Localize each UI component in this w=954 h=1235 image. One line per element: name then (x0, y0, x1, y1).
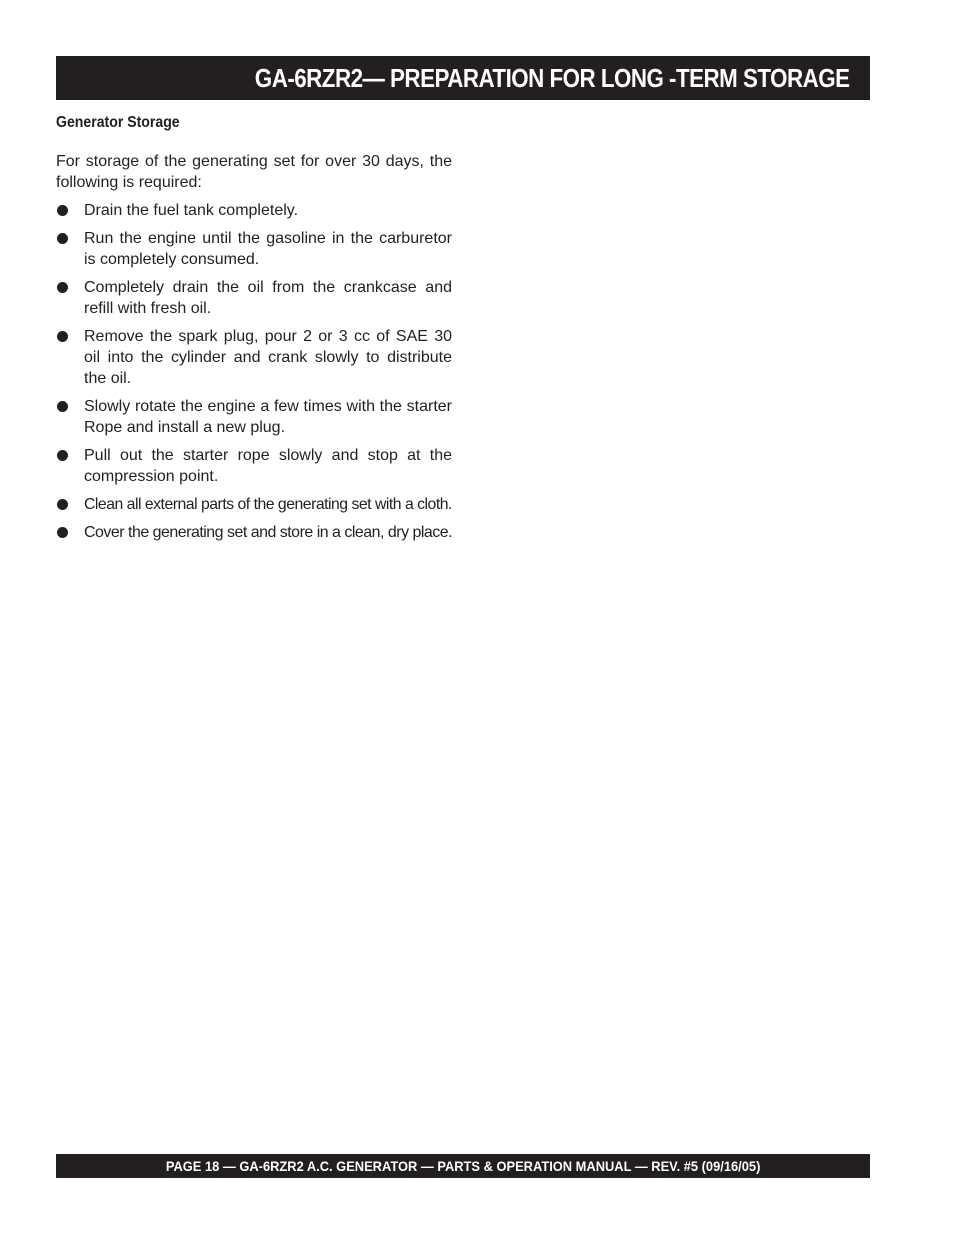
section-content (56, 151, 452, 550)
list-item (56, 494, 452, 515)
page-footer: PAGE 18 — GA-6RZR2 A.C. GENERATOR — PARTS & OPERATION MANUAL — REV. #5 (09/16/05) (165, 1158, 761, 1174)
bullet-icon (57, 282, 68, 293)
storage-steps-list (56, 200, 452, 543)
list-item-text: Slowly rotate the engine a few times with the starter Rope and install a new plug. (84, 398, 452, 436)
bullet-icon (57, 499, 68, 510)
list-item (56, 445, 452, 487)
list-item (56, 396, 452, 438)
page-title-bar (56, 56, 870, 100)
list-item-text: Pull out the starter rope slowly and stop at the compression point. (84, 447, 452, 485)
bullet-icon (57, 450, 68, 461)
list-item (56, 522, 452, 543)
bullet-icon (57, 205, 68, 216)
list-item (56, 228, 452, 270)
list-item-text: Run the engine until the gasoline in the carburetor is completely consumed. (84, 230, 452, 268)
list-item (56, 200, 452, 221)
bullet-icon (57, 401, 68, 412)
list-item-text: Remove the spark plug, pour 2 or 3 cc of SAE 30 oil into the cylinder and crank slowly to distribute the oil. (84, 328, 452, 387)
page-title: GA-6RZR2— PREPARATION FOR LONG -TERM STORAGE (255, 62, 850, 93)
list-item-text: Completely drain the oil from the crankcase and refill with fresh oil. (84, 279, 452, 317)
bullet-icon (57, 331, 68, 342)
list-item (56, 277, 452, 319)
list-item-text: Cover the generating set and store in a clean, dry place. (84, 524, 453, 541)
list-item-text: Clean all external parts of the generating set with a cloth. (84, 496, 452, 513)
section-heading: Generator Storage (56, 114, 180, 131)
bullet-icon (57, 527, 68, 538)
page-footer-bar (56, 1154, 870, 1178)
list-item-text: Drain the fuel tank completely. (84, 202, 299, 219)
intro-paragraph: For storage of the generating set for over 30 days, the following is required: (56, 153, 452, 191)
list-item (56, 326, 452, 389)
bullet-icon (57, 233, 68, 244)
